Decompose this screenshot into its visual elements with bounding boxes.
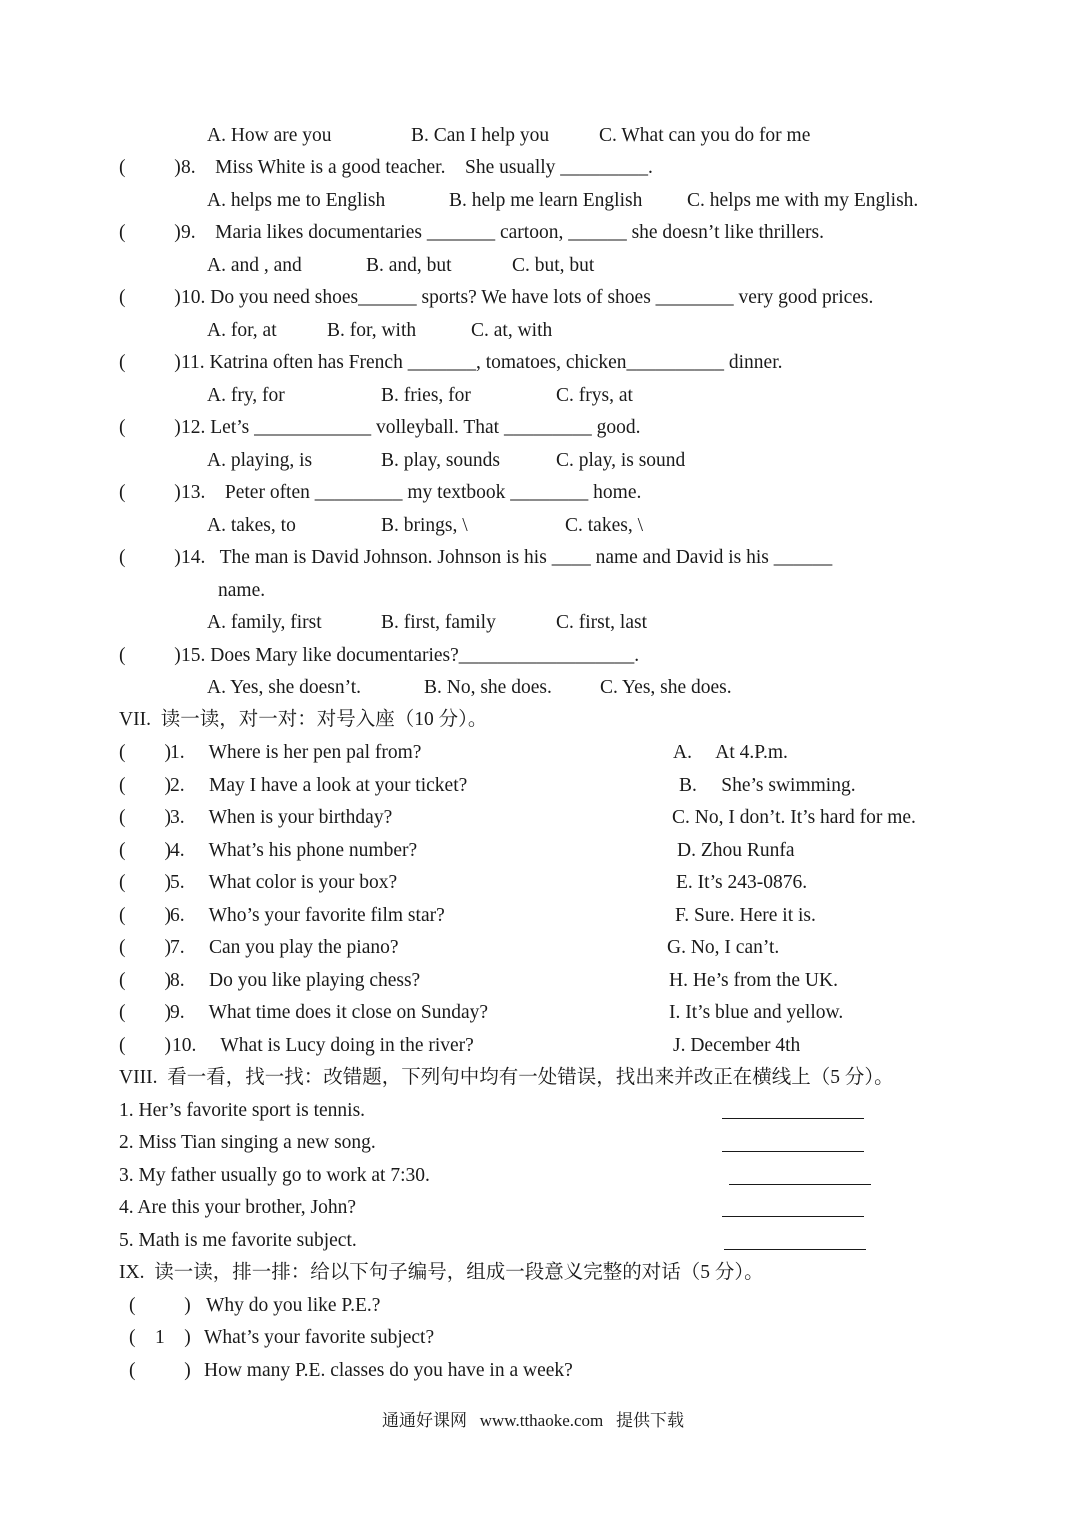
match-row-1-question: 1. Where is her pen pal from? bbox=[170, 742, 422, 763]
q11-option-a: A. fry, for bbox=[207, 385, 285, 406]
q9-answer-paren[interactable]: ( ) bbox=[119, 222, 181, 243]
q13-option-a: A. takes, to bbox=[207, 515, 296, 536]
q11-stem: 11. Katrina often has French _______, tomatoes, chicken__________ dinner. bbox=[181, 352, 783, 373]
q11-answer-paren[interactable]: ( ) bbox=[119, 352, 181, 373]
q12-stem: 12. Let’s ____________ volleyball. That _________ good. bbox=[181, 417, 641, 438]
q8-option-a: A. helps me to English bbox=[207, 190, 386, 211]
q13-answer-paren[interactable]: ( ) bbox=[119, 482, 181, 503]
correction-blank-1[interactable] bbox=[722, 1118, 864, 1119]
q8-option-c: C. helps me with my English. bbox=[687, 190, 919, 211]
q10-option-c: C. at, with bbox=[471, 320, 553, 341]
correction-blank-2[interactable] bbox=[722, 1151, 864, 1152]
correction-blank-4[interactable] bbox=[722, 1216, 864, 1217]
section-9-title: IX. 读一读，排一排：给以下句子编号，组成一段意义完整的对话（5 分）。 bbox=[119, 1262, 764, 1283]
match-row-6-answer: F. Sure. Here it is. bbox=[675, 905, 816, 926]
q12-option-a: A. playing, is bbox=[207, 450, 313, 471]
q8-stem: 8. Miss White is a good teacher. She usually _________. bbox=[181, 157, 653, 178]
match-row-4-answer: D. Zhou Runfa bbox=[677, 840, 795, 861]
q8-answer-paren[interactable]: ( ) bbox=[119, 157, 181, 178]
q13-option-c: C. takes, \ bbox=[565, 515, 643, 536]
order-item-2-paren[interactable]: ( 1 ) bbox=[129, 1327, 191, 1348]
correction-item-3: 3. My father usually go to work at 7:30. bbox=[119, 1165, 430, 1186]
q14-stem: 14. The man is David Johnson. Johnson is his ____ name and David is his ______ bbox=[181, 547, 833, 568]
match-row-4-paren[interactable]: ( ) bbox=[119, 840, 171, 861]
correction-blank-3[interactable] bbox=[729, 1184, 871, 1185]
section-8-title: VIII. 看一看，找一找：改错题，下列句中均有一处错误，找出来并改正在横线上（5 分）。 bbox=[119, 1067, 894, 1088]
q14-answer-paren[interactable]: ( ) bbox=[119, 547, 181, 568]
q15-option-c: C. Yes, she does. bbox=[600, 677, 732, 698]
q14-option-c: C. first, last bbox=[556, 612, 647, 633]
page-footer: 通通好课网 www.tthaoke.com 提供下载 bbox=[382, 1411, 685, 1430]
correction-item-1: 1. Her’s favorite sport is tennis. bbox=[119, 1100, 366, 1121]
q12-answer-paren[interactable]: ( ) bbox=[119, 417, 181, 438]
q15-answer-paren[interactable]: ( ) bbox=[119, 645, 181, 666]
match-row-2-paren[interactable]: ( ) bbox=[119, 775, 171, 796]
match-row-10-question: 10. What is Lucy doing in the river? bbox=[172, 1035, 474, 1056]
q14-stem-continued: name. bbox=[218, 580, 266, 601]
q9-option-b: B. and, but bbox=[366, 255, 452, 276]
order-item-3-paren[interactable]: ( ) bbox=[129, 1360, 191, 1381]
q15-option-a: A. Yes, she doesn’t. bbox=[207, 677, 362, 698]
match-row-7-paren[interactable]: ( ) bbox=[119, 937, 171, 958]
correction-item-5: 5. Math is me favorite subject. bbox=[119, 1230, 357, 1251]
correction-blank-5[interactable] bbox=[724, 1249, 866, 1250]
match-row-6-question: 6. Who’s your favorite film star? bbox=[170, 905, 445, 926]
match-row-9-paren[interactable]: ( ) bbox=[119, 1002, 171, 1023]
match-row-1-paren[interactable]: ( ) bbox=[119, 742, 171, 763]
match-row-5-question: 5. What color is your box? bbox=[170, 872, 398, 893]
match-row-5-paren[interactable]: ( ) bbox=[119, 872, 171, 893]
section-7-title: VII. 读一读，对一对：对号入座（10 分）。 bbox=[119, 709, 488, 730]
q11-option-c: C. frys, at bbox=[556, 385, 633, 406]
match-row-2-answer: B. She’s swimming. bbox=[679, 775, 856, 796]
match-row-6-paren[interactable]: ( ) bbox=[119, 905, 171, 926]
q9-option-c: C. but, but bbox=[512, 255, 595, 276]
q13-stem: 13. Peter often _________ my textbook ________ home. bbox=[181, 482, 642, 503]
q12-option-b: B. play, sounds bbox=[381, 450, 500, 471]
order-item-2-text: What’s your favorite subject? bbox=[204, 1327, 435, 1348]
q15-option-b: B. No, she does. bbox=[424, 677, 552, 698]
match-row-1-answer: A. At 4.P.m. bbox=[673, 742, 788, 763]
match-row-3-paren[interactable]: ( ) bbox=[119, 807, 171, 828]
order-item-3-text: How many P.E. classes do you have in a week? bbox=[204, 1360, 573, 1381]
q8-option-b: B. help me learn English bbox=[449, 190, 643, 211]
q12-option-c: C. play, is sound bbox=[556, 450, 686, 471]
q7-option-c: C. What can you do for me bbox=[599, 125, 811, 146]
match-row-9-question: 9. What time does it close on Sunday? bbox=[170, 1002, 489, 1023]
match-row-7-answer: G. No, I can’t. bbox=[667, 937, 780, 958]
correction-item-4: 4. Are this your brother, John? bbox=[119, 1197, 356, 1218]
q15-stem: 15. Does Mary like documentaries?__________________. bbox=[181, 645, 640, 666]
q14-option-b: B. first, family bbox=[381, 612, 496, 633]
q9-option-a: A. and , and bbox=[207, 255, 302, 276]
q13-option-b: B. brings, \ bbox=[381, 515, 468, 536]
q11-option-b: B. fries, for bbox=[381, 385, 471, 406]
match-row-3-question: 3. When is your birthday? bbox=[170, 807, 393, 828]
match-row-7-question: 7. Can you play the piano? bbox=[170, 937, 399, 958]
q10-stem: 10. Do you need shoes______ sports? We have lots of shoes ________ very good prices. bbox=[181, 287, 874, 308]
order-item-1-paren[interactable]: ( ) bbox=[129, 1295, 191, 1316]
q10-option-a: A. for, at bbox=[207, 320, 277, 341]
q14-option-a: A. family, first bbox=[207, 612, 322, 633]
q10-option-b: B. for, with bbox=[327, 320, 417, 341]
match-row-3-answer: C. No, I don’t. It’s hard for me. bbox=[672, 807, 916, 828]
match-row-8-answer: H. He’s from the UK. bbox=[669, 970, 838, 991]
q9-stem: 9. Maria likes documentaries _______ cartoon, ______ she doesn’t like thrillers. bbox=[181, 222, 825, 243]
match-row-2-question: 2. May I have a look at your ticket? bbox=[170, 775, 468, 796]
match-row-4-question: 4. What’s his phone number? bbox=[170, 840, 418, 861]
q7-option-a: A. How are you bbox=[207, 125, 332, 146]
match-row-8-paren[interactable]: ( ) bbox=[119, 970, 171, 991]
match-row-5-answer: E. It’s 243-0876. bbox=[676, 872, 808, 893]
q7-option-b: B. Can I help you bbox=[411, 125, 550, 146]
match-row-8-question: 8. Do you like playing chess? bbox=[170, 970, 421, 991]
order-item-1-text: Why do you like P.E.? bbox=[206, 1295, 381, 1316]
match-row-9-answer: I. It’s blue and yellow. bbox=[669, 1002, 844, 1023]
match-row-10-answer: J. December 4th bbox=[673, 1035, 801, 1056]
q10-answer-paren[interactable]: ( ) bbox=[119, 287, 181, 308]
match-row-10-paren[interactable]: ( ) bbox=[119, 1035, 171, 1056]
correction-item-2: 2. Miss Tian singing a new song. bbox=[119, 1132, 376, 1153]
